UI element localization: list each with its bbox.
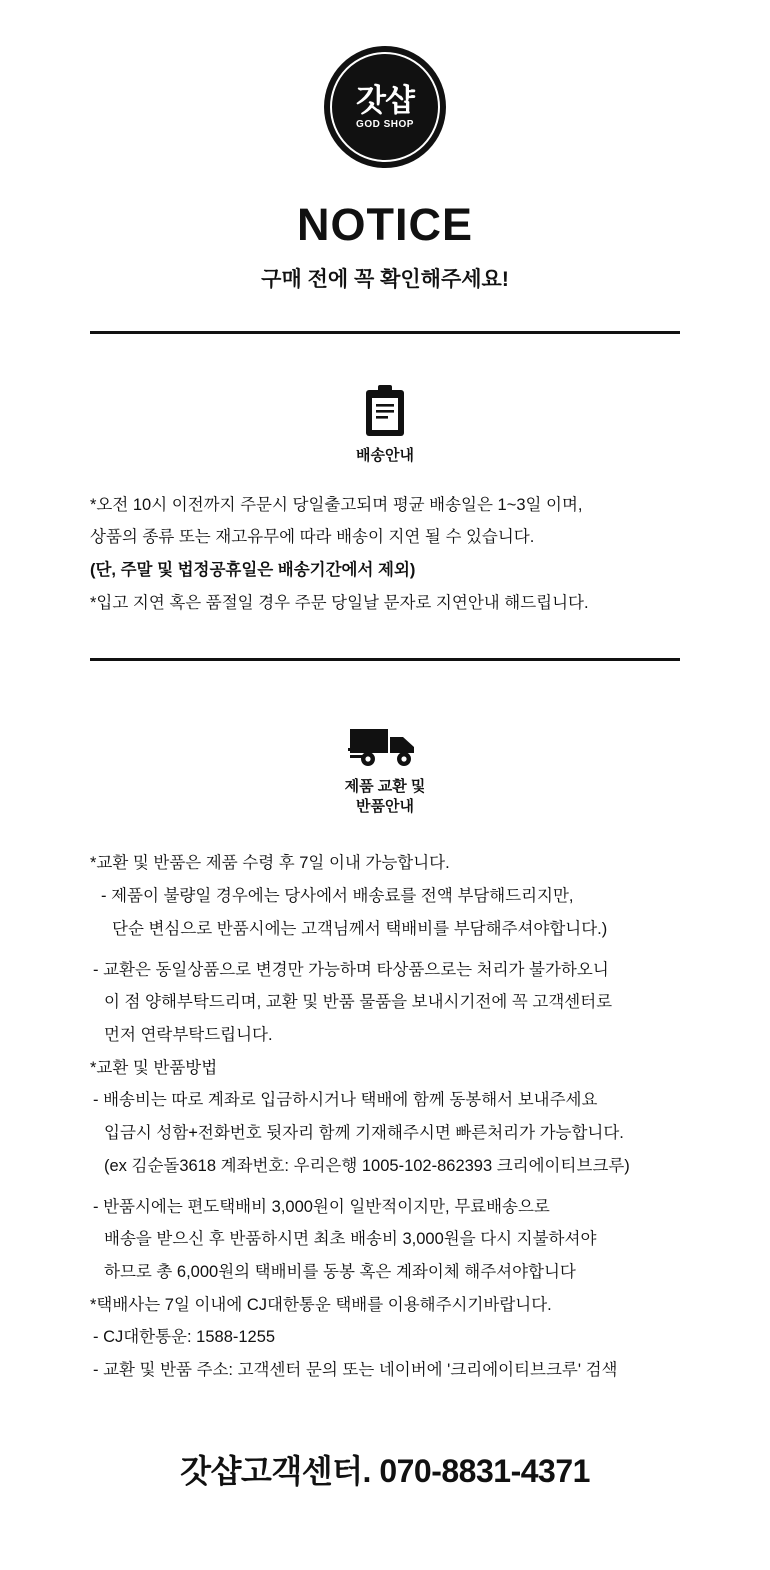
exchange-item-5: - CJ대한통운: 1588-1255 [93, 1328, 276, 1347]
divider-middle [90, 658, 680, 661]
clipboard-icon [362, 380, 408, 438]
exchange-section-label [345, 777, 426, 816]
brand-logo-sub-text: GOD SHOP [356, 118, 414, 130]
exchange-heading-3: *택배사는 7일 이내에 CJ대한통운 택배를 이용해주시기바랍니다. [90, 1295, 552, 1314]
exchange-heading-1: *교환 및 반품은 제품 수령 후 7일 이내 가능합니다. [90, 854, 450, 873]
exchange-item-3-note: (ex 김순돌3618 계좌번호: 우리은행 1005-102-862393 크리에이티브크루) [104, 1156, 630, 1175]
page-subtitle: 구매 전에 꼭 확인해주세요! [261, 268, 509, 291]
customer-center-contact: 갓샵고객센터. 070-8831-4371 [180, 1452, 590, 1489]
exchange-item-1-line-1: - 제품이 불량일 경우에는 당사에서 배송료를 전액 부담해드리지만, [101, 887, 574, 906]
page-title-block [0, 199, 770, 293]
shipping-line-3: (단, 주말 및 법정공휴일은 배송기간에서 제외) [90, 560, 416, 579]
shipping-section-header [0, 380, 770, 466]
exchange-item-2-line-3: 먼저 연락부탁드립니다. [104, 1025, 273, 1044]
shipping-section [0, 380, 770, 616]
divider-top [90, 331, 680, 334]
exchange-item-1-line-2: 단순 변심으로 반품시에는 고객님께서 택배비를 부담해주셔야합니다.) [112, 919, 608, 938]
exchange-return-section [0, 711, 770, 1384]
exchange-item-6: - 교환 및 반품 주소: 고객센터 문의 또는 네이버에 '크리에이티브크루' 검색 [93, 1361, 618, 1380]
brand-logo [324, 46, 446, 168]
exchange-item-4-line-3: 하므로 총 6,000원의 택배비를 동봉 혹은 계좌이체 해주셔야합니다 [104, 1263, 576, 1281]
shipping-section-body [90, 492, 680, 617]
shipping-line-2: 상품의 종류 또는 재고유무에 따라 배송이 지연 될 수 있습니다. [90, 528, 535, 547]
footer [0, 1446, 770, 1528]
exchange-section-body [90, 850, 680, 1384]
shipping-line-4: *입고 지연 혹은 품절일 경우 주문 당일날 문자로 지연안내 해드립니다. [90, 593, 589, 612]
exchange-item-3-line-2: 입금시 성함+전화번호 뒷자리 함께 기재해주시면 빠른처리가 가능합니다. [104, 1124, 624, 1143]
exchange-item-2-line-2: 이 점 양해부탁드리며, 교환 및 반품 물품을 보내시기전에 꼭 고객센터로 [104, 993, 613, 1012]
exchange-heading-2: *교환 및 반품방법 [90, 1058, 218, 1077]
exchange-section-header [0, 711, 770, 816]
exchange-item-4-line-1: - 반품시에는 편도택배비 3,000원이 일반적이지만, 무료배송으로 [93, 1197, 550, 1216]
exchange-item-4-line-2: 배송을 받으신 후 반품하시면 최초 배송비 3,000원을 다시 지불하셔야 [104, 1230, 597, 1249]
brand-logo-main-text: 갓샵 [356, 82, 414, 118]
shipping-section-label: 배송안내 [356, 447, 414, 464]
shipping-line-1: *오전 10시 이전까지 주문시 당일출고되며 평균 배송일은 1~3일 이며, [90, 495, 583, 514]
page-title: NOTICE [296, 199, 473, 250]
exchange-item-3-line-1: - 배송비는 따로 계좌로 입금하시거나 택배에 함께 동봉해서 보내주세요 [93, 1091, 598, 1110]
exchange-section-label-line1: 제품 교환 및 [344, 778, 426, 796]
exchange-section-label-line2: 반품안내 [356, 797, 414, 815]
exchange-item-2-line-1: - 교환은 동일상품으로 변경만 가능하며 타상품으로는 처리가 불가하오니 [93, 960, 609, 979]
truck-icon [348, 711, 422, 769]
brand-logo-container [0, 0, 770, 168]
